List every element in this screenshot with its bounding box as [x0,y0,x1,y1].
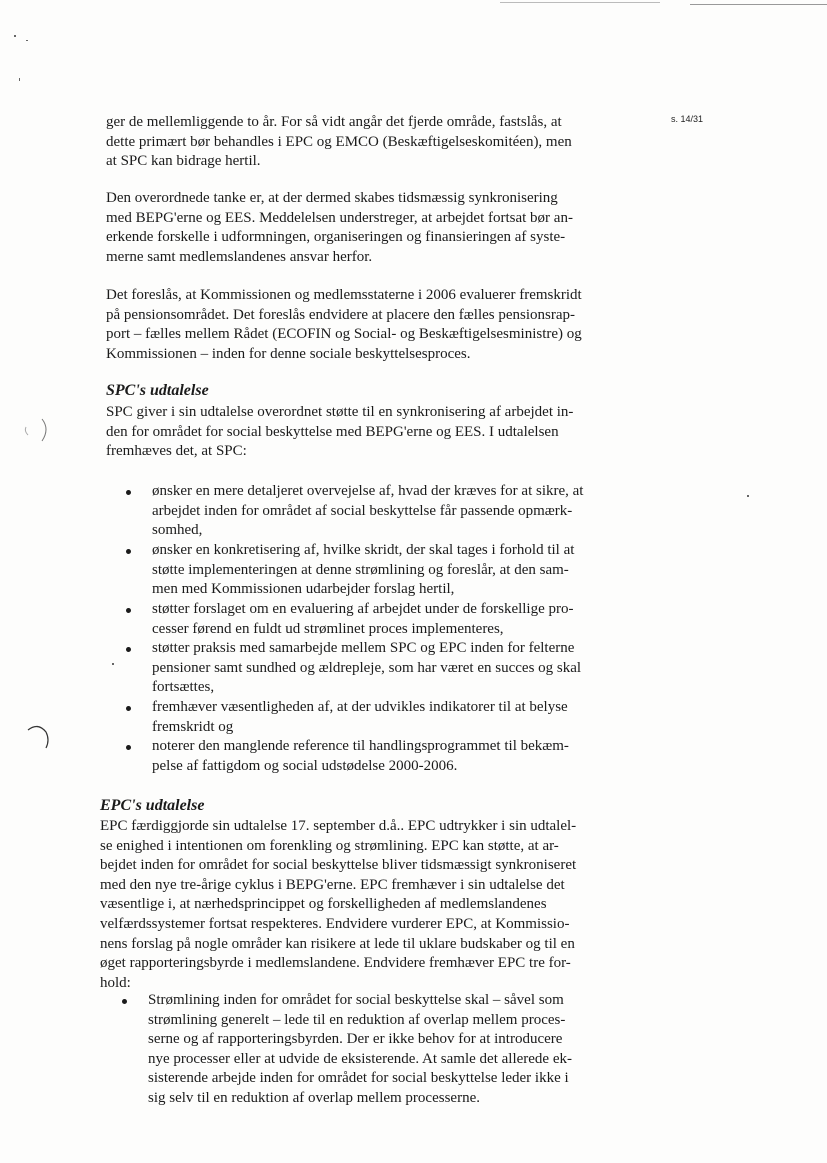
paragraph-1: ger de mellemliggende to år. For så vidt angår det fjerde område, fastslås, at dette primært bør behandles i EPC og EMCO (Beskæftigelseskomitéen), men at SPC kan bidrage hertil. [106,114,572,170]
paragraph-3: Det foreslås, at Kommissionen og medlemsstaterne i 2006 evaluerer fremskridt på pensionsområdet. Det foreslås endvidere at placere den fælles pensionsrap- port – fælles mellem Rådet (ECOFIN og Social- og Beskæftigelsesministre) og Kommissionen – inden for denne sociale beskyttelsesproces. [106,287,582,362]
scan-speck [19,78,20,81]
scan-speck [747,495,749,497]
epc-intro: EPC færdiggjorde sin udtalelse 17. september d.å.. EPC udtrykker i sin udtalel- se enighed i intentionen om forenkling og strømlining. EPC kan støtte, at ar- bejdet inden for området for social beskyttelse bliver tidsmæssigt synkroniseret med den nye tre-årige cyklus i BEPG'erne. EPC fremhæver i sin udtalelse det væsentlige i, at nærhedsprincippet og forskelligheden af medlemslandenes velfærdssystemer fortsat respekteres. Endvidere vurderer EPC, at Kommissio- nens forslag på nogle områder kan risikere at lede til uklare budskaber og til en øget rapporteringsbyrde i medlemslandene. Endvidere fremhæver EPC tre for- hold: [100,818,577,991]
spc-heading: SPC's udtalelse [106,382,209,399]
scan-speck [14,35,16,37]
bullet-dot [126,647,131,652]
list-item-text: ønsker en mere detaljeret overvejelse af, hvad der kræves for at sikre, at arbejdet inden for området af social beskyttelse får passende opmærk- somhed, [152,483,584,539]
list-item-text: ønsker en konkretisering af, hvilke skridt, der skal tages i forhold til at støtte implementeringen at denne strømlining og foreslår, at den sam- men med Kommissionen udarbejder forslag hertil, [152,542,575,598]
scan-artifact-top-right-line [690,4,827,5]
punch-hole-mark [20,415,50,445]
punch-hole-mark [26,722,56,752]
list-item-text: støtter forslaget om en evaluering af arbejdet under de forskellige pro- cesser førend en fuldt ud strømlinet proces implementeres, [152,601,574,637]
scan-speck [26,40,28,41]
bullet-dot [126,608,131,613]
scan-speck [112,663,114,665]
spc-intro: SPC giver i sin udtalelse overordnet støtte til en synkronisering af arbejdet in- den for området for social beskyttelse med BEPG'erne og EES. I udtalelsen fremhæves det, at SPC: [106,404,574,460]
bullet-dot [126,706,131,711]
bullet-dot [122,999,127,1004]
list-item-text: støtter praksis med samarbejde mellem SPC og EPC inden for felterne pensioner samt sundhed og ældrepleje, som har været en succes og skal fortsættes, [152,640,582,696]
scan-artifact-top-line [500,2,660,3]
list-item-text: Strømlining inden for området for social beskyttelse skal – såvel som strømlining generelt – lede til en reduktion af overlap mellem proces- serne og af rapporteringsbyrden. Der er ikke behov for at introducere nye processer eller at udvide de eksisterende. At samle det allerede ek- sisterende arbejde inden for området for social beskyttelse leder ikke i sig selv til en reduktion af overlap mellem processerne. [148,992,572,1106]
paragraph-2: Den overordnede tanke er, at der dermed skabes tidsmæssig synkronisering med BEPG'erne og EES. Meddelelsen understreger, at arbejdet fortsat bør an- erkende forskelle i udformningen, organiseringen og finansieringen af syste- merne samt medlemslandenes ansvar herfor. [106,190,573,265]
bullet-dot [126,549,131,554]
bullet-dot [126,745,131,750]
bullet-dot [126,490,131,495]
list-item-text: noterer den manglende reference til handlingsprogrammet til bekæm- pelse af fattigdom og social udstødelse 2000-2006. [152,738,569,774]
epc-heading: EPC's udtalelse [100,797,205,814]
page-number: s. 14/31 [671,114,704,124]
list-item-text: fremhæver væsentligheden af, at der udvikles indikatorer til at belyse fremskridt og [152,699,568,735]
